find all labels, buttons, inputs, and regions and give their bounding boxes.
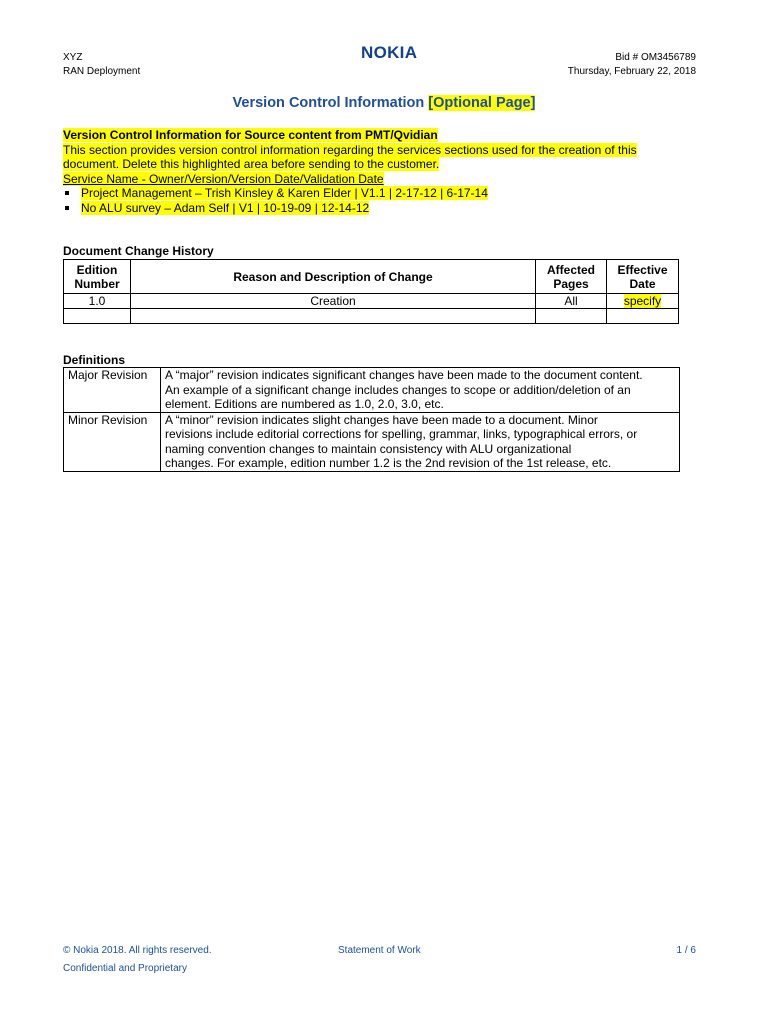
col-effective-date: Effective Date xyxy=(607,260,679,294)
cell-date xyxy=(607,294,679,309)
bullet-icon xyxy=(65,206,69,210)
title-main: Version Control Information xyxy=(232,95,429,111)
definition-text: A “major” revision indicates significant changes have been made to the document content. An example of a significant change includes changes to scope or addition/deletion of an element. Editions are numbered as 1.0, 2.0, 3.0, etc. xyxy=(161,368,680,413)
nokia-logo: NOKIA xyxy=(361,43,418,62)
header-left xyxy=(63,51,140,79)
table-row-empty xyxy=(64,309,679,324)
cell-edition: 1.0 xyxy=(64,294,131,309)
date-placeholder: specify xyxy=(623,294,662,308)
cell-empty xyxy=(536,309,607,324)
bullet-text: No ALU survey – Adam Self | V1 | 10-19-09 | 12-14-12 xyxy=(81,200,370,215)
version-control-para-line2: document. Delete this highlighted area before sending to the customer. xyxy=(63,157,440,171)
service-name-format: Service Name - Owner/Version/Version Date/Validation Date xyxy=(63,171,384,186)
title-optional-tag: [Optional Page] xyxy=(428,95,536,111)
table-row xyxy=(64,294,679,309)
cell-empty xyxy=(64,309,131,324)
definition-term: Major Revision xyxy=(64,368,161,413)
version-control-para-line1: This section provides version control information regarding the services sections used for the creation of this xyxy=(63,142,637,157)
footer-doc-type: Statement of Work xyxy=(338,945,421,956)
table-header-row xyxy=(64,260,679,294)
header-company: XYZ xyxy=(63,52,83,63)
list-item xyxy=(63,201,683,216)
header-date: Thursday, February 22, 2018 xyxy=(567,66,696,77)
header-project: RAN Deployment xyxy=(63,66,141,77)
footer-confidential: Confidential and Proprietary xyxy=(63,963,187,974)
definitions-table xyxy=(63,367,680,472)
version-control-block xyxy=(63,128,683,215)
table-row xyxy=(64,368,680,413)
cell-reason: Creation xyxy=(131,294,536,309)
version-control-heading: Version Control Information for Source content from PMT/Qvidian xyxy=(63,128,438,142)
definition-term: Minor Revision xyxy=(64,412,161,471)
change-history-heading: Document Change History xyxy=(63,244,214,258)
change-history-table xyxy=(63,259,679,324)
cell-pages: All xyxy=(536,294,607,309)
cell-empty xyxy=(607,309,679,324)
page-title xyxy=(0,95,768,111)
header-bid-number: Bid # OM3456789 xyxy=(615,52,696,63)
footer-copyright: © Nokia 2018. All rights reserved. xyxy=(63,945,212,956)
footer-page-number: 1 / 6 xyxy=(676,945,696,956)
bullet-text: Project Management – Trish Kinsley & Karen Elder | V1.1 | 2-17-12 | 6-17-14 xyxy=(81,186,488,200)
cell-empty xyxy=(131,309,536,324)
col-edition-number: Edition Number xyxy=(64,260,131,294)
definition-text: A “minor” revision indicates slight changes have been made to a document. Minor revisions include editorial corrections for spelling, grammar, links, typographical errors, or naming convention changes to maintain consistency with ALU organizational changes. For example, edition number 1.2 is the 2nd revision of the 1st release, etc. xyxy=(161,412,680,471)
col-affected-pages: Affected Pages xyxy=(536,260,607,294)
definitions-heading: Definitions xyxy=(63,353,125,367)
list-item xyxy=(63,186,683,201)
col-reason: Reason and Description of Change xyxy=(131,260,536,294)
header-right xyxy=(568,51,696,79)
bullet-icon xyxy=(65,191,69,195)
table-row xyxy=(64,412,680,471)
